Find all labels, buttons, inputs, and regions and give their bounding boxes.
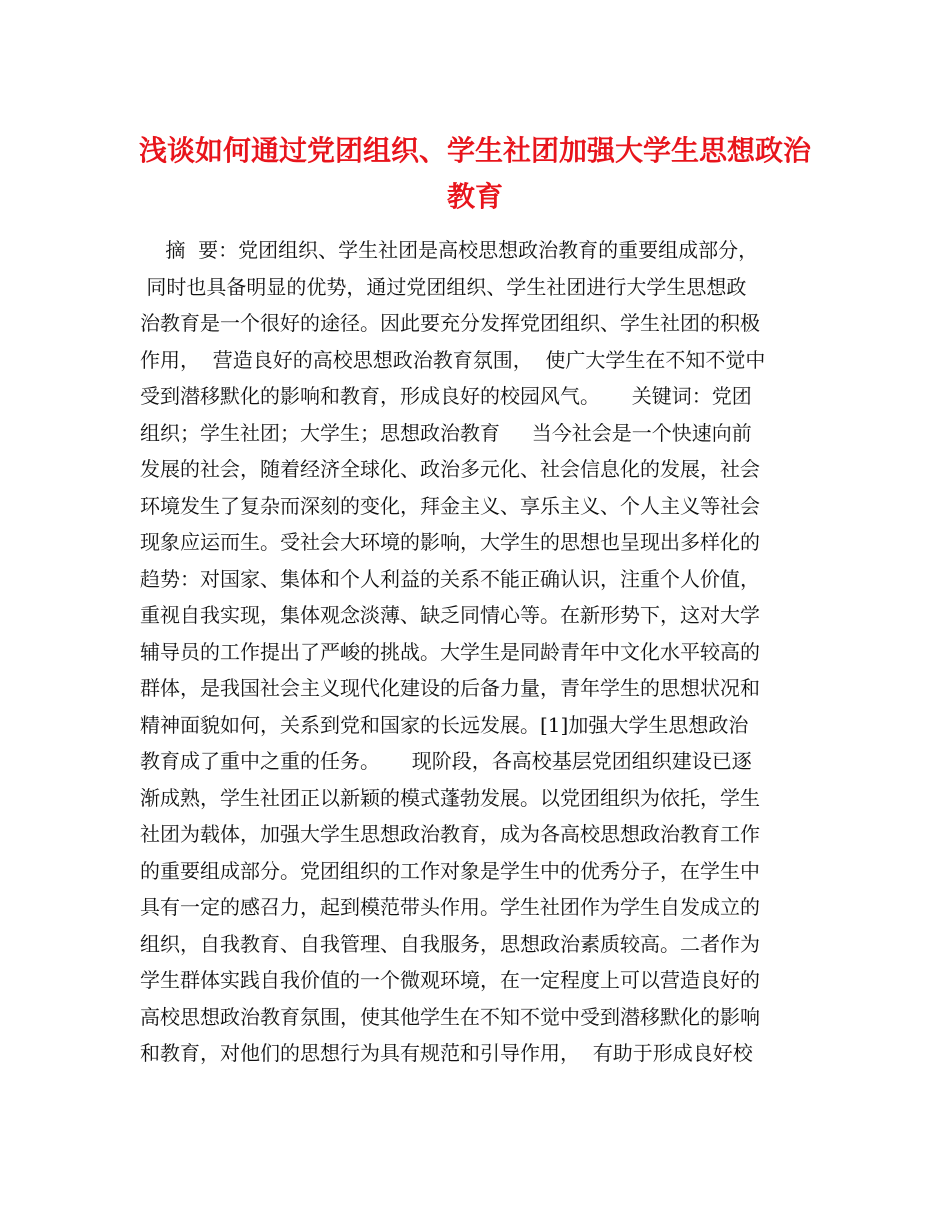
body-line: 的重要组成部分。党团组织的工作对象是学生中的优秀分子，在学生中 (140, 858, 760, 883)
document-body (140, 232, 820, 1072)
body-line: 社团为载体，加强大学生思想政治教育，成为各高校思想政治教育工作 (140, 822, 760, 846)
body-line: 同时也具备明显的优势，通过党团组织、学生社团进行大学生思想政 (140, 274, 747, 299)
body-line: 环境发生了复杂而深刻的变化，拜金主义、享乐主义、个人主义等社会 (140, 493, 760, 518)
title-line: 教育 (446, 180, 503, 213)
document-title (100, 128, 850, 220)
body-line: 渐成熟，学生社团正以新颖的模式蓬勃发展。以党团组织为依托，学生 (140, 785, 760, 810)
title-line: 浅谈如何通过党团组织、学生社团加强大学生思想政治 (138, 134, 811, 167)
body-line: 精神面貌如何，关系到党和国家的长远发展。[1]加强大学生思想政治 (140, 712, 749, 737)
body-line: 学生群体实践自我价值的一个微观环境，在一定程度上可以营造良好的 (140, 968, 760, 992)
body-line: 现象应运而生。受社会大环境的影响，大学生的思想也呈现出多样化的 (140, 530, 760, 554)
body-line: 高校思想政治教育氛围，使其他学生在不知不觉中受到潜移默化的影响 (140, 1004, 760, 1029)
body-line: 辅导员的工作提出了严峻的挑战。大学生是同龄青年中文化水平较高的 (140, 639, 760, 664)
body-line: 发展的社会，随着经济全球化、政治多元化、社会信息化的发展，社会 (140, 457, 760, 481)
body-line: 群体，是我国社会主义现代化建设的后备力量，青年学生的思想状况和 (140, 676, 760, 700)
body-line: 摘 要：党团组织、学生社团是高校思想政治教育的重要组成部分， (140, 238, 759, 262)
body-line: 组织，自我教育、自我管理、自我服务，思想政治素质较高。二者作为 (140, 931, 760, 956)
body-line: 趋势：对国家、集体和个人利益的关系不能正确认识，注重个人价值， (140, 566, 760, 591)
body-line: 受到潜移默化的影响和教育，形成良好的校园风气。 关键词：党团 (140, 384, 752, 408)
body-line: 教育成了重中之重的任务。 现阶段，各高校基层党团组织建设已逐 (140, 749, 752, 773)
body-line: 治教育是一个很好的途径。因此要充分发挥党团组织、学生社团的积极 (140, 311, 760, 335)
body-line: 作用， 营造良好的高校思想政治教育氛围， 使广大学生在不知不觉中 (140, 347, 766, 372)
body-line: 和教育，对他们的思想行为具有规范和引导作用， 有助于形成良好校 (140, 1041, 753, 1065)
body-line: 组织；学生社团；大学生；思想政治教育 当今社会是一个快速向前 (140, 420, 752, 445)
body-line: 重视自我实现，集体观念淡薄、缺乏同情心等。在新形势下，这对大学 (140, 603, 760, 627)
body-line: 具有一定的感召力，起到模范带头作用。学生社团作为学生自发成立的 (140, 895, 760, 919)
